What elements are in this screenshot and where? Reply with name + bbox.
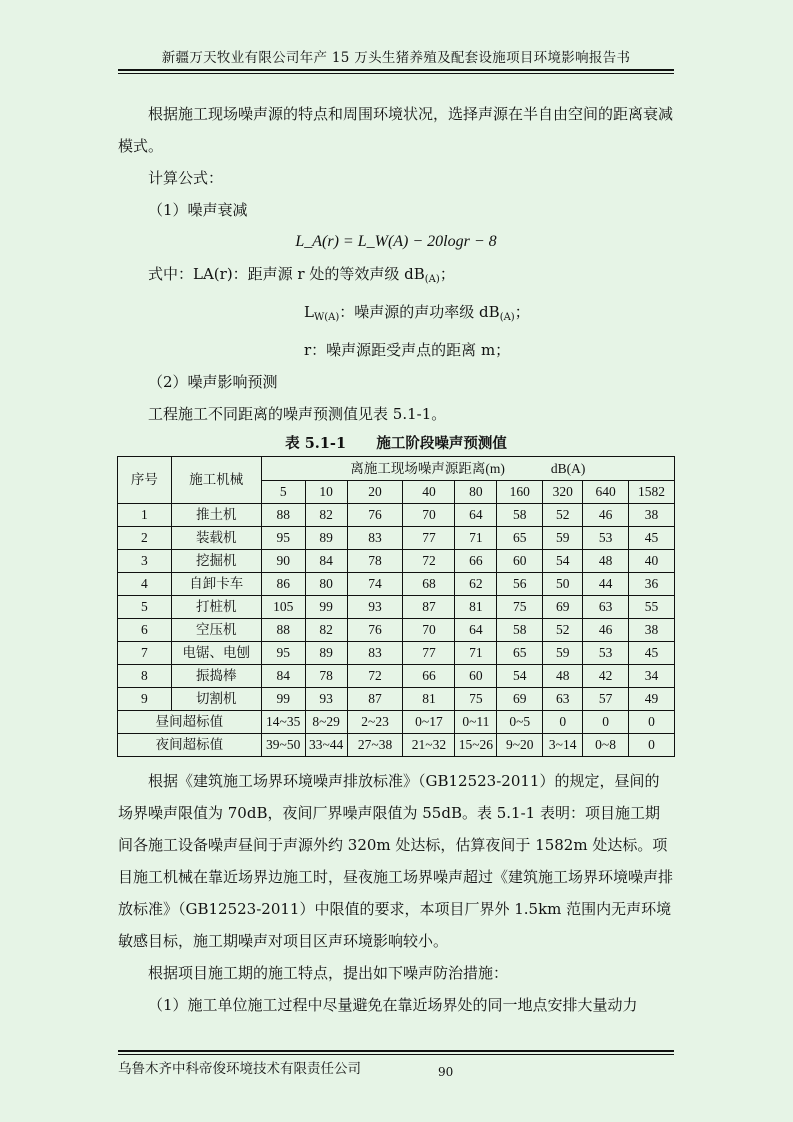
header-rule-thick bbox=[118, 69, 674, 71]
noise-prediction-table bbox=[117, 456, 675, 757]
noise-value-cell: 69 bbox=[497, 688, 543, 711]
noise-value-cell: 71 bbox=[455, 642, 497, 665]
table-row bbox=[118, 527, 675, 550]
header-distance: 离施工现场噪声源距离(m) dB(A) bbox=[261, 457, 674, 481]
noise-value-cell: 54 bbox=[543, 550, 583, 573]
noise-value-cell: 46 bbox=[583, 504, 629, 527]
noise-value-cell: 66 bbox=[403, 665, 455, 688]
noise-value-cell: 83 bbox=[347, 527, 403, 550]
formula-text: L_A(r) = L_W(A) − 20logr − 8 bbox=[295, 233, 497, 250]
definition-la: 式中：LA(r)：距声源 r 处的等效声级 $dB_{(A)}$； bbox=[148, 265, 455, 285]
noise-value-cell: 84 bbox=[305, 550, 347, 573]
table-row bbox=[118, 550, 675, 573]
distance-header-cell: 1582 bbox=[629, 481, 675, 504]
noise-value-cell: 49 bbox=[629, 688, 675, 711]
machine-name-cell: 电锯、电刨 bbox=[171, 642, 261, 665]
paragraph-attenuation-model: 根据施工现场噪声源的特点和周围环境状况，选择声源在半自由空间的距离衰减模式。 bbox=[118, 105, 674, 155]
exceedance-value-cell: 0~11 bbox=[455, 711, 497, 734]
footer-rule-thin bbox=[118, 1054, 674, 1055]
row-number-cell: 9 bbox=[118, 688, 172, 711]
noise-value-cell: 62 bbox=[455, 573, 497, 596]
noise-value-cell: 78 bbox=[347, 550, 403, 573]
row-number-cell: 4 bbox=[118, 573, 172, 596]
noise-value-cell: 53 bbox=[583, 642, 629, 665]
noise-value-cell: 87 bbox=[403, 596, 455, 619]
table-row bbox=[118, 619, 675, 642]
exceedance-value-cell: 0 bbox=[629, 734, 675, 757]
noise-value-cell: 63 bbox=[543, 688, 583, 711]
paragraph-measures-intro: 根据项目施工期的施工特点，提出如下噪声防治措施： bbox=[148, 964, 509, 982]
noise-value-cell: 63 bbox=[583, 596, 629, 619]
noise-value-cell: 53 bbox=[583, 527, 629, 550]
paragraph-standard-analysis: 根据《建筑施工场界环境噪声排放标准》（GB12523-2011）的规定，昼间的场界噪声限值为 70dB，夜间厂界噪声限值为 55dB。表 5.1-1 表明：项目施工期间各施工设备噪声昼间于声源外约 320m 处达标，估算夜间于 1582m 处达标。项目施工机械在靠近场界边施工时，昼夜施工场界噪声超过《建筑施工场界环境噪声排放标准》（GB12523-2011）中限值的要求，本项目厂界外 1.5km 范围内无声环境敏感目标，施工期噪声对项目区声环境影响较小。 bbox=[118, 772, 674, 950]
noise-value-cell: 89 bbox=[305, 642, 347, 665]
summary-row bbox=[118, 734, 675, 757]
machine-name-cell: 切割机 bbox=[171, 688, 261, 711]
exceedance-value-cell: 0 bbox=[583, 711, 629, 734]
noise-value-cell: 84 bbox=[261, 665, 305, 688]
noise-value-cell: 83 bbox=[347, 642, 403, 665]
noise-value-cell: 66 bbox=[455, 550, 497, 573]
noise-value-cell: 88 bbox=[261, 504, 305, 527]
noise-value-cell: 54 bbox=[497, 665, 543, 688]
header-no: 序号 bbox=[118, 457, 172, 504]
exceedance-value-cell: 2~23 bbox=[347, 711, 403, 734]
noise-value-cell: 59 bbox=[543, 642, 583, 665]
noise-value-cell: 64 bbox=[455, 619, 497, 642]
noise-value-cell: 45 bbox=[629, 527, 675, 550]
summary-label-cell: 夜间超标值 bbox=[118, 734, 262, 757]
noise-value-cell: 90 bbox=[261, 550, 305, 573]
noise-value-cell: 46 bbox=[583, 619, 629, 642]
header-rule-thin bbox=[118, 73, 674, 74]
noise-value-cell: 81 bbox=[455, 596, 497, 619]
noise-value-cell: 38 bbox=[629, 504, 675, 527]
noise-value-cell: 58 bbox=[497, 619, 543, 642]
noise-value-cell: 55 bbox=[629, 596, 675, 619]
noise-value-cell: 99 bbox=[305, 596, 347, 619]
noise-value-cell: 77 bbox=[403, 527, 455, 550]
noise-value-cell: 44 bbox=[583, 573, 629, 596]
noise-value-cell: 81 bbox=[403, 688, 455, 711]
exceedance-value-cell: 14~35 bbox=[261, 711, 305, 734]
noise-value-cell: 45 bbox=[629, 642, 675, 665]
exceedance-value-cell: 15~26 bbox=[455, 734, 497, 757]
paragraph-table-reference: 工程施工不同距离的噪声预测值见表 5.1-1。 bbox=[148, 405, 447, 423]
noise-value-cell: 64 bbox=[455, 504, 497, 527]
distance-header-cell: 80 bbox=[455, 481, 497, 504]
noise-value-cell: 95 bbox=[261, 642, 305, 665]
noise-value-cell: 78 bbox=[305, 665, 347, 688]
noise-value-cell: 40 bbox=[629, 550, 675, 573]
noise-value-cell: 99 bbox=[261, 688, 305, 711]
noise-value-cell: 105 bbox=[261, 596, 305, 619]
noise-value-cell: 57 bbox=[583, 688, 629, 711]
noise-value-cell: 80 bbox=[305, 573, 347, 596]
exceedance-value-cell: 0~17 bbox=[403, 711, 455, 734]
noise-value-cell: 71 bbox=[455, 527, 497, 550]
noise-value-cell: 42 bbox=[583, 665, 629, 688]
noise-value-cell: 65 bbox=[497, 527, 543, 550]
distance-header-cell: 320 bbox=[543, 481, 583, 504]
noise-value-cell: 59 bbox=[543, 527, 583, 550]
row-number-cell: 7 bbox=[118, 642, 172, 665]
noise-value-cell: 76 bbox=[347, 504, 403, 527]
row-number-cell: 5 bbox=[118, 596, 172, 619]
footer-company: 乌鲁木齐中科帝俊环境技术有限责任公司 bbox=[118, 1061, 361, 1077]
row-number-cell: 2 bbox=[118, 527, 172, 550]
noise-value-cell: 75 bbox=[497, 596, 543, 619]
exceedance-value-cell: 0~8 bbox=[583, 734, 629, 757]
distance-header-cell: 160 bbox=[497, 481, 543, 504]
exceedance-value-cell: 33~44 bbox=[305, 734, 347, 757]
noise-value-cell: 70 bbox=[403, 504, 455, 527]
paragraph-measure-1: （1）施工单位施工过程中尽量避免在靠近场界处的同一地点安排大量动力 bbox=[148, 996, 638, 1014]
noise-value-cell: 93 bbox=[347, 596, 403, 619]
exceedance-value-cell: 8~29 bbox=[305, 711, 347, 734]
row-number-cell: 3 bbox=[118, 550, 172, 573]
row-number-cell: 8 bbox=[118, 665, 172, 688]
distance-header-cell: 20 bbox=[347, 481, 403, 504]
noise-value-cell: 52 bbox=[543, 619, 583, 642]
noise-value-cell: 87 bbox=[347, 688, 403, 711]
machine-name-cell: 推土机 bbox=[171, 504, 261, 527]
machine-name-cell: 打桩机 bbox=[171, 596, 261, 619]
table-row bbox=[118, 596, 675, 619]
exceedance-value-cell: 9~20 bbox=[497, 734, 543, 757]
exceedance-value-cell: 21~32 bbox=[403, 734, 455, 757]
exceedance-value-cell: 39~50 bbox=[261, 734, 305, 757]
noise-value-cell: 76 bbox=[347, 619, 403, 642]
attenuation-formula bbox=[118, 226, 674, 258]
machine-name-cell: 振捣棒 bbox=[171, 665, 261, 688]
exceedance-value-cell: 0 bbox=[543, 711, 583, 734]
machine-name-cell: 装载机 bbox=[171, 527, 261, 550]
distance-header-cell: 40 bbox=[403, 481, 455, 504]
document-header: 新疆万天牧业有限公司年产 15 万头生猪养殖及配套设施项目环境影响报告书 bbox=[161, 50, 631, 66]
noise-value-cell: 60 bbox=[455, 665, 497, 688]
definition-r: r：噪声源距受声点的距离 m； bbox=[304, 341, 511, 359]
noise-value-cell: 82 bbox=[305, 504, 347, 527]
page-content bbox=[118, 98, 674, 1021]
exceedance-value-cell: 0~5 bbox=[497, 711, 543, 734]
noise-value-cell: 88 bbox=[261, 619, 305, 642]
table-row bbox=[118, 573, 675, 596]
noise-value-cell: 38 bbox=[629, 619, 675, 642]
machine-name-cell: 挖掘机 bbox=[171, 550, 261, 573]
summary-row bbox=[118, 711, 675, 734]
exceedance-value-cell: 27~38 bbox=[347, 734, 403, 757]
heading-noise-attenuation: （1）噪声衰减 bbox=[148, 201, 248, 219]
noise-value-cell: 77 bbox=[403, 642, 455, 665]
noise-value-cell: 48 bbox=[583, 550, 629, 573]
table-row bbox=[118, 504, 675, 527]
noise-value-cell: 50 bbox=[543, 573, 583, 596]
noise-value-cell: 75 bbox=[455, 688, 497, 711]
exceedance-value-cell: 0 bbox=[629, 711, 675, 734]
noise-value-cell: 72 bbox=[347, 665, 403, 688]
machine-name-cell: 空压机 bbox=[171, 619, 261, 642]
noise-value-cell: 52 bbox=[543, 504, 583, 527]
noise-value-cell: 68 bbox=[403, 573, 455, 596]
distance-header-cell: 10 bbox=[305, 481, 347, 504]
machine-name-cell: 自卸卡车 bbox=[171, 573, 261, 596]
noise-value-cell: 74 bbox=[347, 573, 403, 596]
noise-value-cell: 95 bbox=[261, 527, 305, 550]
footer-rule-thick bbox=[118, 1050, 674, 1052]
exceedance-value-cell: 3~14 bbox=[543, 734, 583, 757]
row-number-cell: 1 bbox=[118, 504, 172, 527]
header-machine: 施工机械 bbox=[171, 457, 261, 504]
heading-noise-prediction: （2）噪声影响预测 bbox=[148, 373, 278, 391]
table-row bbox=[118, 665, 675, 688]
noise-value-cell: 86 bbox=[261, 573, 305, 596]
noise-value-cell: 69 bbox=[543, 596, 583, 619]
noise-value-cell: 93 bbox=[305, 688, 347, 711]
page-number: 90 bbox=[438, 1065, 454, 1079]
noise-value-cell: 65 bbox=[497, 642, 543, 665]
table-header-row bbox=[118, 457, 675, 481]
paragraph-formula-intro: 计算公式： bbox=[148, 169, 224, 187]
summary-label-cell: 昼间超标值 bbox=[118, 711, 262, 734]
noise-value-cell: 34 bbox=[629, 665, 675, 688]
noise-value-cell: 72 bbox=[403, 550, 455, 573]
noise-value-cell: 89 bbox=[305, 527, 347, 550]
row-number-cell: 6 bbox=[118, 619, 172, 642]
noise-value-cell: 36 bbox=[629, 573, 675, 596]
table-title: 表 5.1-1 施工阶段噪声预测值 bbox=[285, 435, 507, 452]
noise-value-cell: 58 bbox=[497, 504, 543, 527]
noise-value-cell: 48 bbox=[543, 665, 583, 688]
distance-header-cell: 640 bbox=[583, 481, 629, 504]
noise-value-cell: 56 bbox=[497, 573, 543, 596]
table-row bbox=[118, 642, 675, 665]
distance-header-cell: 5 bbox=[261, 481, 305, 504]
definition-lw: $L_{W(A)}$：噪声源的声功率级 $dB_{(A)}$； bbox=[304, 303, 530, 323]
table-row bbox=[118, 688, 675, 711]
noise-value-cell: 82 bbox=[305, 619, 347, 642]
noise-value-cell: 60 bbox=[497, 550, 543, 573]
noise-value-cell: 70 bbox=[403, 619, 455, 642]
